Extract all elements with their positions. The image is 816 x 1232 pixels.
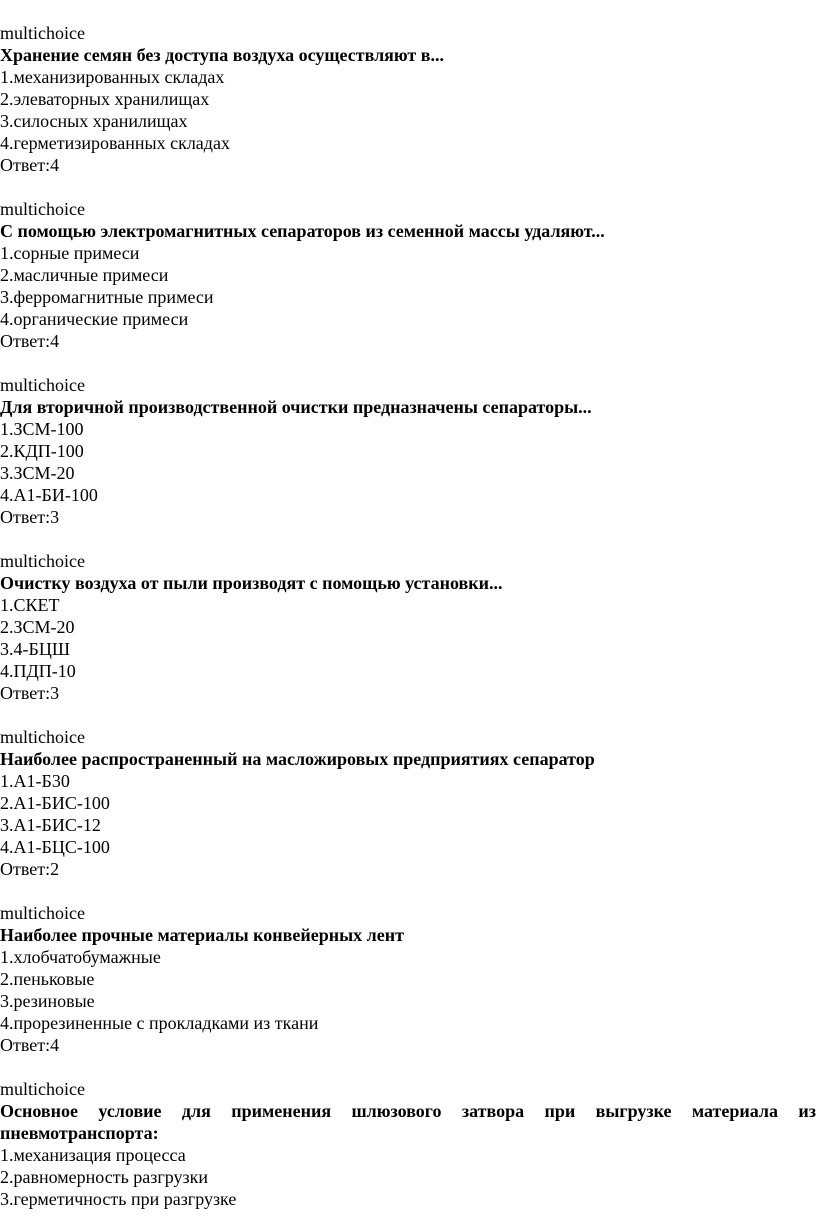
- question-type: multichoice: [0, 727, 85, 747]
- answer-option: 2.равномерность разгрузки: [0, 1167, 209, 1187]
- answer-option: 1.сорные примеси: [0, 243, 140, 263]
- question-type: multichoice: [0, 1079, 85, 1099]
- question-6: [0, 902, 816, 1056]
- correct-answer: Ответ:4: [0, 331, 60, 351]
- answer-option: 3.резиновые: [0, 991, 95, 1011]
- question-type: multichoice: [0, 23, 85, 43]
- answer-option: 1.СКЕТ: [0, 595, 60, 615]
- question-type: multichoice: [0, 375, 85, 395]
- question-title: Для вторичной производственной очистки предназначены сепараторы...: [0, 397, 592, 417]
- answer-option: 3.герметичность при разгрузке: [0, 1189, 237, 1209]
- answer-option: 4.герметизированных складах: [0, 133, 230, 153]
- answer-option: 1.А1-Б30: [0, 771, 70, 791]
- answer-option: 3.силосных хранилищах: [0, 111, 188, 131]
- answer-option: 2.пеньковые: [0, 969, 95, 989]
- answer-option: 4.органические примеси: [0, 309, 189, 329]
- answer-option: 4.А1-БЦС-100: [0, 837, 110, 857]
- answer-option: 2.элеваторных хранилищах: [0, 89, 210, 109]
- answer-option: 4.ПДП-10: [0, 661, 76, 681]
- answer-option: 2.А1-БИС-100: [0, 793, 110, 813]
- answer-option: 4.А1-БИ-100: [0, 485, 98, 505]
- answer-option: 1.хлобчатобумажные: [0, 947, 161, 967]
- question-type: multichoice: [0, 903, 85, 923]
- answer-option: 1.механизированных складах: [0, 67, 225, 87]
- answer-option: 1.механизация процесса: [0, 1145, 186, 1165]
- question-title: Очистку воздуха от пыли производят с помощью установки...: [0, 573, 503, 593]
- question-2: [0, 198, 816, 352]
- answer-option: 2.масличные примеси: [0, 265, 169, 285]
- answer-option: 2.КДП-100: [0, 441, 84, 461]
- correct-answer: Ответ:4: [0, 1035, 60, 1055]
- answer-option: 4.прорезиненные с прокладками из ткани: [0, 1013, 319, 1033]
- answer-option: 3.ЗСМ-20: [0, 463, 75, 483]
- answer-option: 1.ЗСМ-100: [0, 419, 84, 439]
- question-title: Наиболее прочные материалы конвейерных лент: [0, 925, 404, 945]
- question-7: [0, 1078, 816, 1210]
- answer-option: 3.ферромагнитные примеси: [0, 287, 214, 307]
- question-type: multichoice: [0, 199, 85, 219]
- question-3: [0, 374, 816, 528]
- question-title: Основное условие для применения шлюзового затвора при выгрузке материала из пневмотранспорта:: [0, 1101, 816, 1143]
- correct-answer: Ответ:3: [0, 507, 60, 527]
- question-title: Наиболее распространенный на масложировых предприятиях сепаратор: [0, 749, 595, 769]
- question-4: [0, 550, 816, 704]
- question-title: Хранение семян без доступа воздуха осуществляют в...: [0, 45, 444, 65]
- question-1: [0, 22, 816, 176]
- document-page: [0, 22, 816, 1232]
- question-5: [0, 726, 816, 880]
- correct-answer: Ответ:4: [0, 155, 60, 175]
- correct-answer: Ответ:2: [0, 859, 60, 879]
- answer-option: 2.ЗСМ-20: [0, 617, 75, 637]
- question-title: С помощью электромагнитных сепараторов из семенной массы удаляют...: [0, 221, 605, 241]
- answer-option: 3.А1-БИС-12: [0, 815, 101, 835]
- question-type: multichoice: [0, 551, 85, 571]
- answer-option: 3.4-БЦШ: [0, 639, 70, 659]
- correct-answer: Ответ:3: [0, 683, 60, 703]
